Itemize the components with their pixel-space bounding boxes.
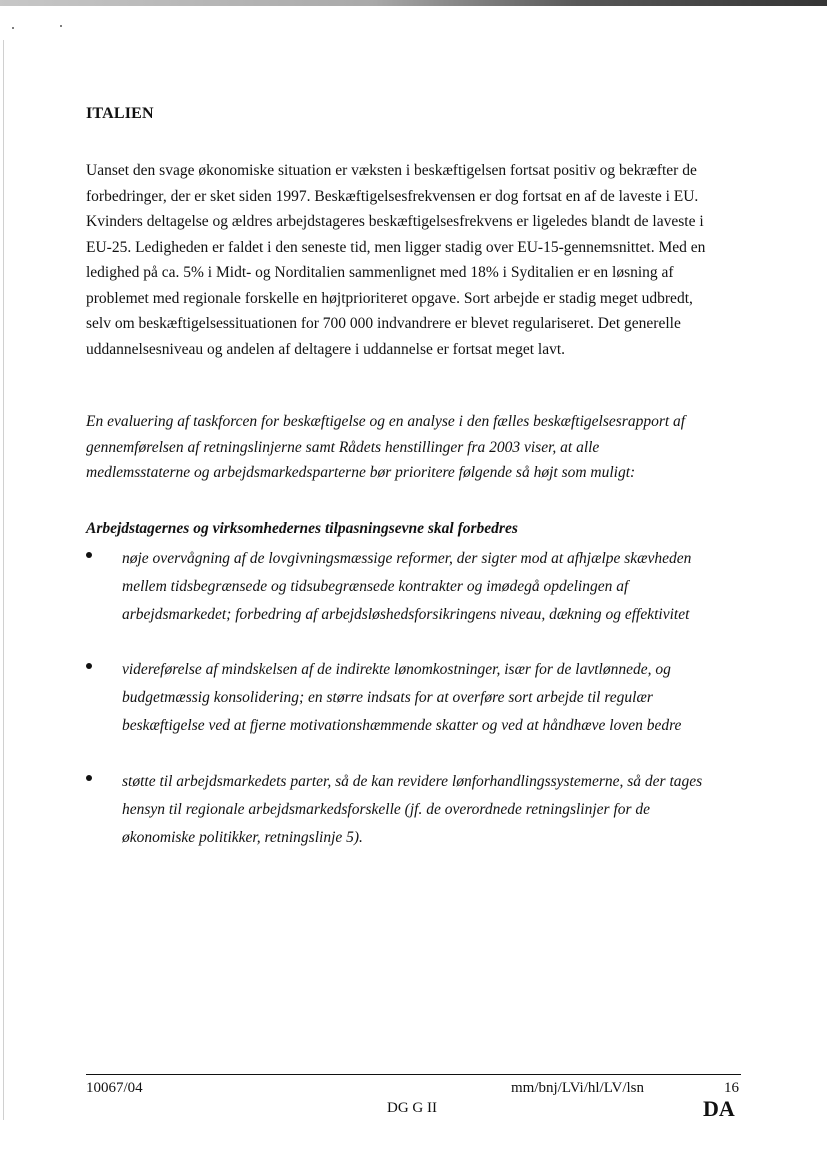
paragraph-line: Uanset den svage økonomiske situation er væksten i beskæftigelsen fortsat positiv og bekræfter de [86,162,697,179]
paragraph-line: Kvinders deltagelse og ældres arbejdstageres beskæftigelsesfrekvens er ligeledes blandt de laveste i [86,213,704,230]
paragraph-line: forbedringer, der er sket siden 1997. Beskæftigelsesfrekvensen er dog fortsat en af de laveste i EU. [86,187,699,205]
body-paragraph [86,158,738,362]
intro-line: En evaluering af taskforcen for beskæftigelse og en analyse i den fælles beskæftigelsesrapport af [86,413,686,430]
bullet-text [122,768,702,852]
bullet-icon [86,775,92,781]
intro-line: gennemførelsen af retningslinjerne samt Rådets henstillinger fra 2003 viser, at alle [86,438,600,456]
paragraph-line: EU-25. Ledigheden er faldet i den seneste tid, men ligger stadig over EU-15-gennemsnittet. Med en [86,238,706,256]
subsection-heading: Arbejdstagernes og virksomhedernes tilpasningsevne skal forbedres [86,520,518,537]
intro-paragraph [86,409,738,486]
scan-speck [12,27,14,29]
paragraph-line: selv om beskæftigelsessituationen for 700 000 indvandrere er blevet regulariseret. Det generelle [86,315,681,332]
paragraph-line: ledighed på ca. 5% i Midt- og Norditalien sammenlignet med 18% i Syditalien er en løsning af [86,264,674,281]
footer-reference: mm/bnj/LVi/hl/LV/lsn [511,1080,645,1096]
scan-edge-left [3,40,4,1120]
paragraph-line: uddannelsesniveau og andelen af deltagere i uddannelse er fortsat meget lavt. [86,340,566,358]
footer-page-number: 16 [724,1080,739,1096]
bullet-text [122,545,691,629]
section-heading: ITALIEN [86,105,154,122]
paragraph-line: problemet med regionale forskelle en højtprioriteret opgave. Sort arbejde er stadig meget udbredt, [86,289,693,307]
bullet-line: beskæftigelse ved at fjerne motivationshæmmende skatter og ved at håndhæve loven bedre [122,717,682,734]
bullet-line: støtte til arbejdsmarkedets parter, så de kan revidere lønforhandlingssystemerne, så der tages [122,773,703,790]
bullet-line: budgetmæssig konsolidering; en større indsats for at overføre sort arbejde til regulær [122,689,653,706]
bullet-icon [86,552,92,558]
scan-speck [60,25,62,27]
footer-language-code: DA [703,1096,735,1121]
bullet-line: arbejdsmarkedet; forbedring af arbejdsløshedsforsikringens niveau, dækning og effektivitet [122,606,690,623]
footer-directorate: DG G II [387,1100,437,1116]
bullet-text [122,656,681,740]
intro-line: medlemsstaterne og arbejdsmarkedsparterne bør prioritere følgende så højt som muligt: [86,464,636,481]
footer-divider [86,1074,741,1075]
scan-edge-top [0,0,827,6]
bullet-line: videreførelse af mindskelsen af de indirekte lønomkostninger, især for de lavtlønnede, og [122,661,671,678]
bullet-line: nøje overvågning af de lovgivningsmæssige reformer, der sigter mod at afhjælpe skævheden [122,550,692,567]
footer-doc-number: 10067/04 [86,1080,143,1096]
bullet-line: økonomiske politikker, retningslinje 5). [122,829,363,846]
bullet-line: mellem tidsbegrænsede og tidsubegrænsede kontrakter og imødegå opdelingen af [122,578,629,595]
bullet-icon [86,663,92,669]
bullet-line: hensyn til regionale arbejdsmarkedsforskelle (jf. de overordnede retningslinjer for de [122,801,651,818]
